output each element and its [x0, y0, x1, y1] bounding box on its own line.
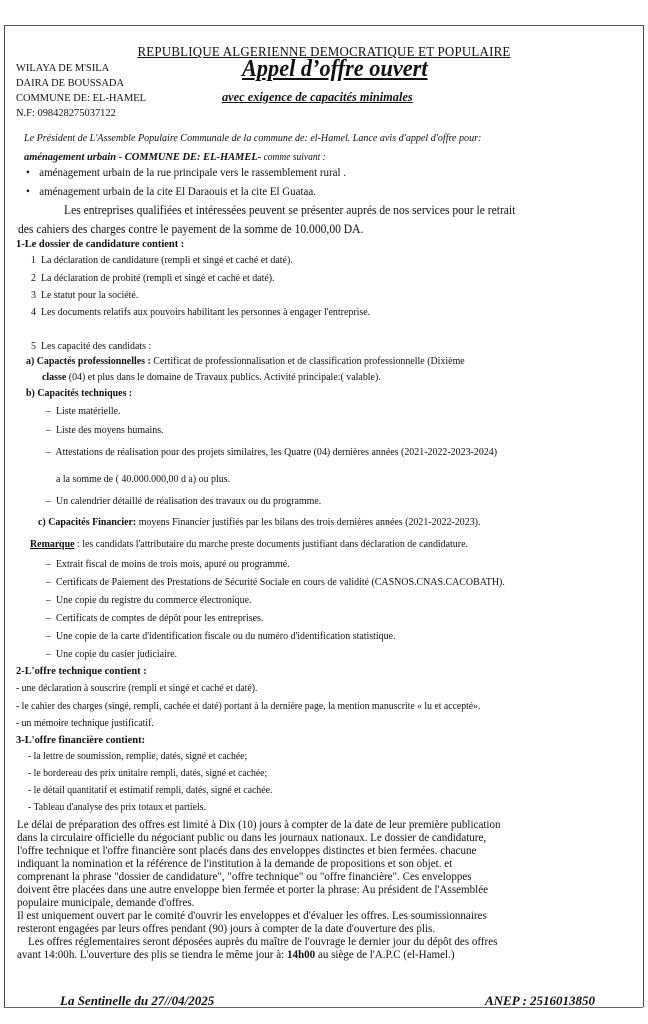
- text-segment: –: [46, 446, 51, 458]
- closing-line: l'offre technique et l'offre financière sont placés dans des enveloppes distinctes et bien fermées. chacune: [17, 843, 477, 857]
- section1-heading: 1-Le dossier de candidature contient :: [16, 238, 185, 250]
- text-segment: : les candidats l'attributaire du marche preste documents justifiant dans déclaration de candidature.: [74, 538, 468, 550]
- admin-wilaya: WILAYA DE M'SILA: [16, 62, 110, 74]
- technical-item: [46, 446, 497, 458]
- closing-line: dans la circulaire officielle du négociant public ou dans les journaux nationaux. Le dossier de candidature,: [17, 830, 487, 844]
- text-segment: b) Capacités techniques :: [26, 387, 133, 399]
- text-segment: Extrait fiscal de moins de trois mois, apuré ou programmé.: [55, 558, 290, 570]
- intro-paragraph-line2: des cahiers des charges contre le payement de la somme de 10.000,00 DA.: [18, 222, 364, 236]
- closing-line: Les offres réglementaires seront déposées auprès du maître de l'ouvrage le dernier jour du dépôt des offres: [17, 934, 498, 948]
- remark-item: [46, 630, 395, 642]
- text-segment: au siège de l'A.P.C (el-Hamel.): [315, 947, 455, 961]
- remark-item: [46, 648, 177, 660]
- dossier-item: [31, 254, 293, 266]
- technical-amount: a la somme de ( 40.000.000,00 d a) ou plus.: [56, 473, 231, 485]
- text-segment: c) Capacités Financier:: [38, 516, 137, 528]
- text-segment: –: [46, 405, 51, 417]
- text-segment: –: [46, 630, 51, 642]
- newspaper-date: La Sentinelle du 27//04/2025: [60, 993, 215, 1008]
- text-segment: 2: [31, 272, 36, 284]
- technical-offer-item: - le cahier des charges (singé, rempli, cachée et daté) portant à la dernière page, la mention manuscrite « lu et accepté».: [16, 701, 481, 712]
- closing-line: resteront engagées par leurs offres pendant (90) jours à compter de la date d'ouverture des plis.: [17, 921, 436, 935]
- text-segment: Liste matérielle.: [55, 405, 121, 417]
- capacity-professional: [26, 355, 465, 367]
- text-segment: –: [46, 495, 51, 507]
- remark: [30, 538, 468, 550]
- closing-last-line: [17, 948, 455, 961]
- text-segment: Le statut pour la société.: [40, 289, 139, 301]
- remark-item: [46, 594, 252, 606]
- text-segment: Les documents relatifs aux pouvoirs habilitant les personnes à engager l'entreprise.: [40, 306, 371, 318]
- bullet-item: [26, 167, 346, 179]
- text-segment: a) Capactés professionnelles :: [26, 355, 151, 367]
- notice-title: Appel d’offre ouvert: [242, 56, 428, 82]
- closing-line: Le délai de préparation des offres est limité à Dix (10) jours à compter de la date de leur première publication: [17, 817, 501, 831]
- intro-project-line: [24, 151, 326, 163]
- admin-daira: DAIRA DE BOUSSADA: [16, 77, 125, 89]
- dossier-item: [31, 306, 370, 318]
- dossier-item: [31, 289, 138, 301]
- bullet-text: aménagement urbain de la cite El Daraouis et la cite El Guataa.: [39, 186, 316, 198]
- dossier-item: [31, 340, 151, 352]
- text-segment: –: [46, 576, 51, 588]
- text-segment: Certificats de comptes de dépôt pour les entreprises.: [55, 612, 264, 624]
- admin-commune: COMMUNE DE: EL-HAMEL: [16, 92, 147, 104]
- remark-item: [46, 612, 263, 624]
- text-segment: classe: [42, 371, 67, 383]
- closing-line: populaire municipale, demande d'offres.: [17, 895, 195, 909]
- text-segment: –: [46, 612, 51, 624]
- text-segment: moyens Financier justifiés par les bilans des trois dernières années (2021-2022-2023).: [136, 516, 481, 528]
- text-segment: Attestations de réalisation pour des projets similaires, les Quatre (04) dernières années (2021-2022-2023-2024): [55, 446, 498, 458]
- text-segment: Remarque: [30, 538, 75, 550]
- text-segment: 4: [31, 306, 36, 318]
- text-segment: –: [46, 558, 51, 570]
- bullet-icon: •: [26, 186, 30, 198]
- text-segment: Liste des moyens humains.: [55, 424, 164, 436]
- republic-heading: REPUBLIQUE ALGERIENNE DEMOCRATIQUE ET POPULAIRE: [137, 44, 511, 59]
- text-segment: 5: [31, 340, 36, 352]
- section2-heading: 2-L'offre technique contient :: [16, 665, 147, 677]
- financial-offer-item: - la lettre de soumission, remplie, datés, signé et cachée;: [28, 751, 248, 762]
- technical-item: [46, 424, 164, 436]
- text-segment: Une copie du registre du commerce électronique.: [55, 594, 252, 606]
- intro-line: Le Président de L'Assemble Populaire Communale de la commune de: el-Hamel. Lance avis d'appel d'offre pour:: [24, 133, 482, 144]
- financial-offer-item: - le détail quantitatif et estimatif rempli, datés, signé et cachée.: [28, 785, 273, 796]
- text-segment: Un calendrier détaillé de réalisation des travaux ou du programme.: [55, 495, 322, 507]
- financial-offer-item: - le bordereau des prix unitaire rempli, datés, signé et cachée;: [28, 768, 268, 779]
- text-segment: –: [46, 424, 51, 436]
- text-segment: (04) et plus dans le domaine de Travaux publics. Activité principale:( valable).: [66, 371, 381, 383]
- closing-line: comprenant la phrase "dossier de candidature", "offre technique" ou "offre financière". Ces enveloppes: [17, 869, 472, 883]
- technical-offer-item: - un mémoire technique justificatif.: [16, 718, 154, 729]
- text-segment: Certificats de Paiement des Prestations de Sécurité Sociale en cours de validité (CASNOS.CNAS.CACOBATH).: [55, 576, 505, 588]
- closing-line: Il est uniquement ouvert par le comité d'ouvrir les enveloppes et d'évaluer les offres. Les soumissionnaires: [17, 908, 487, 922]
- text-segment: –: [46, 648, 51, 660]
- notice-subtitle: avec exigence de capacités minimales: [222, 89, 413, 104]
- capacity-technical-heading: [26, 387, 132, 399]
- project-name: aménagement urbain - COMMUNE DE: EL-HAMEL-: [24, 151, 262, 163]
- text-segment: La déclaration de candidature (rempli et singé et caché et daté).: [40, 254, 293, 266]
- technical-item: [46, 495, 321, 507]
- admin-nf: N.F: 098428275037122: [16, 107, 116, 119]
- text-segment: Les capacité des candidats :: [40, 340, 152, 352]
- text-segment: 1: [31, 254, 36, 266]
- technical-offer-item: - une déclaration à souscrire (rempli et singé et caché et daté).: [16, 683, 258, 694]
- anep-reference: ANEP : 2516013850: [485, 993, 596, 1008]
- closing-line: doivent être placées dans une autre enveloppe bien fermée et porter la phrase: Au président de l'Assemblée: [17, 882, 489, 896]
- frame-bottom-border: [4, 1007, 643, 1008]
- bullet-item: [26, 186, 316, 198]
- remark-item: [46, 558, 290, 570]
- dossier-item: [31, 272, 275, 284]
- section3-heading: 3-L'offre financière contient:: [16, 734, 146, 746]
- remark-item: [46, 576, 505, 588]
- intro-paragraph-line1: Les entreprises qualifiées et intéressées peuvent se présenter auprés de nos services pour le retrait: [64, 203, 516, 217]
- text-segment: avant 14:00h. L'ouverture des plis se tiendra le même jour à:: [17, 947, 287, 961]
- text-segment: 3: [31, 289, 36, 301]
- text-segment: Une copie du casier judiciaire.: [55, 648, 178, 660]
- project-suffix: comme suivant :: [261, 152, 326, 163]
- text-segment: Certificat de professionnalisation et de classification professionnelle (Dixième: [150, 355, 465, 367]
- bullet-icon: •: [26, 167, 30, 179]
- text-segment: 14h00: [286, 947, 316, 961]
- text-segment: Une copie de la carte d'identification fiscale ou du numéro d'identification statistique.: [55, 630, 396, 642]
- capacity-professional-cont: [42, 371, 381, 383]
- technical-item: [46, 405, 120, 417]
- capacity-financial: [38, 516, 480, 528]
- text-segment: –: [46, 594, 51, 606]
- bullet-text: aménagement urbain de la rue principale vers le rassemblement rural .: [39, 167, 346, 179]
- text-segment: La déclaration de probité (rempli et singé et caché et daté).: [40, 272, 275, 284]
- closing-line: indiquant la nomination et la référence de l'institution à la demande de propositions et son objet. et: [17, 856, 453, 870]
- financial-offer-item: - Tableau d'analyse des prix totaux et partiels.: [28, 802, 206, 813]
